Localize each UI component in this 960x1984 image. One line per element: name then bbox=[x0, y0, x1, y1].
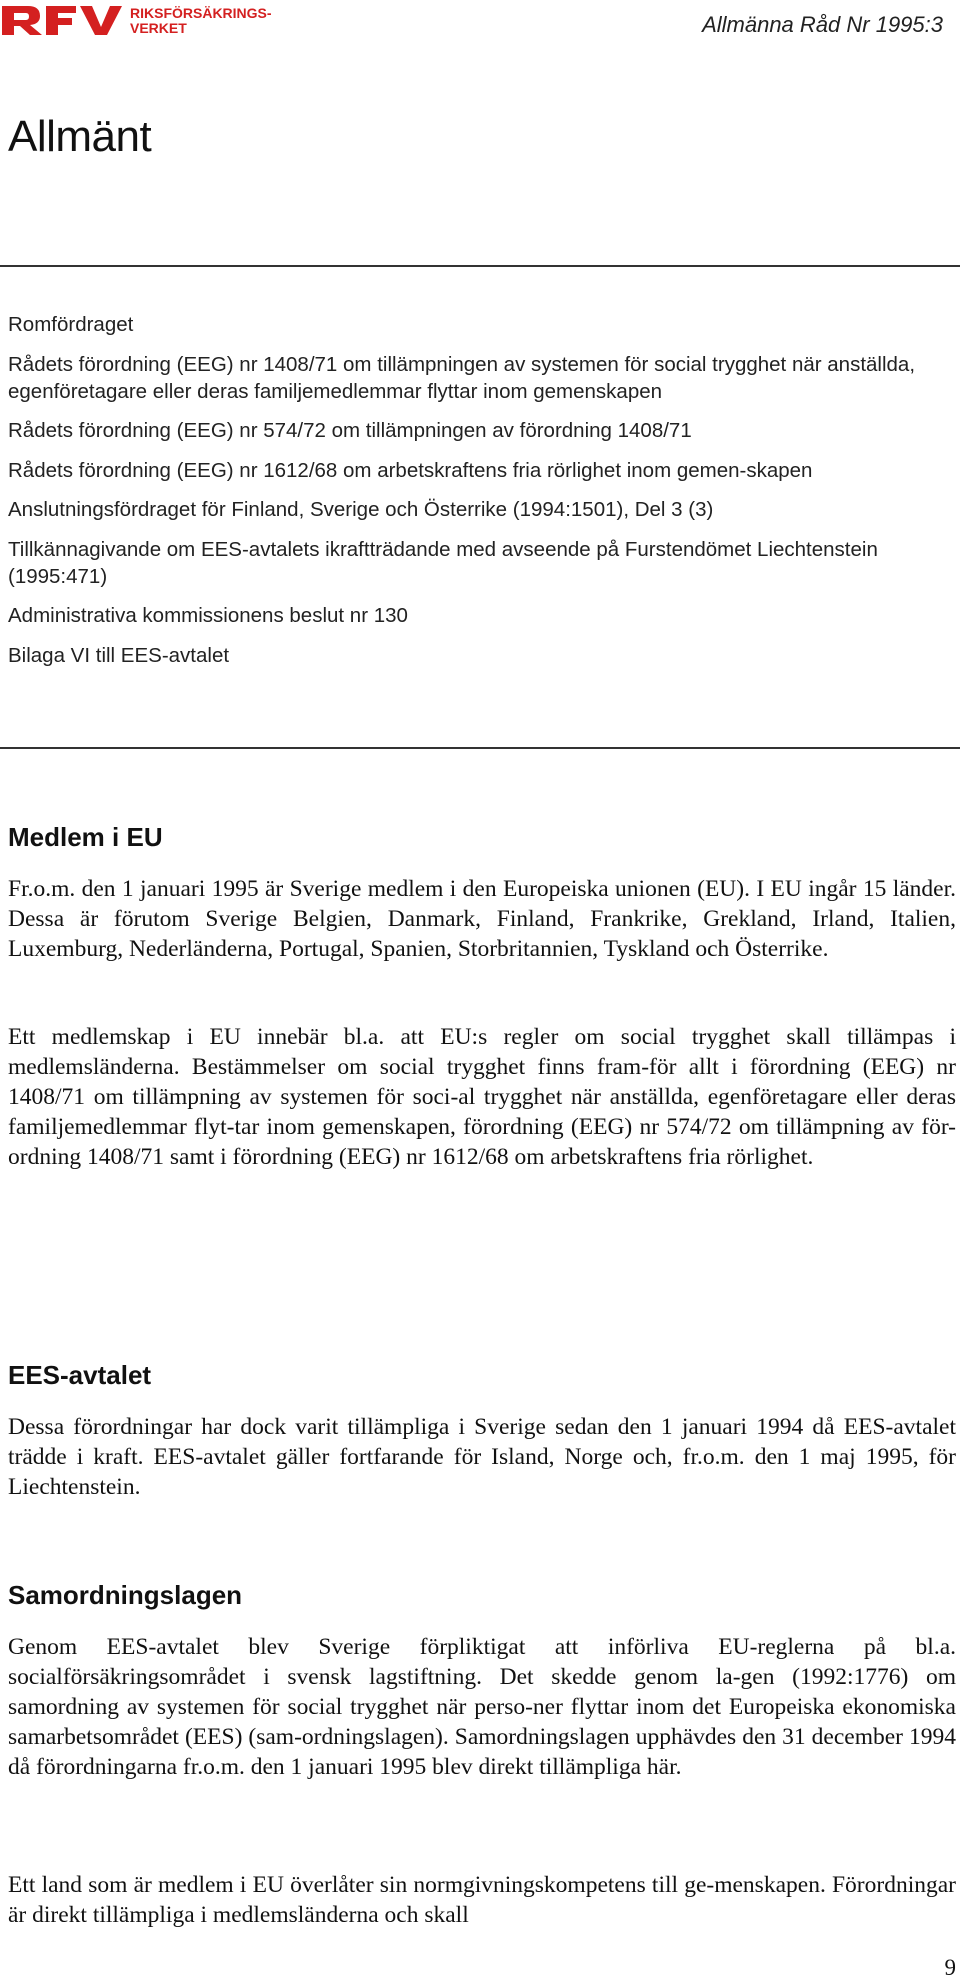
references-box bbox=[0, 265, 960, 749]
paragraph-samordning-2: Ett land som är medlem i EU överlåter sin normgivningskompetens till ge-menskapen. Förordningar är direkt tillämpliga i medlemsländerna och skall bbox=[8, 1872, 956, 1928]
section-heading-ees: EES-avtalet bbox=[8, 1360, 152, 1390]
paragraph-medlem-1: Fr.o.m. den 1 januari 1995 är Sverige medlem i den Europeiska unionen (EU). I EU ingår 15 länder. Dessa är förutom Sverige Belgien, Danmark, Finland, Frankrike, Grekland, Irland, Italien, Luxemburg, Nederländerna, Portugal, Spanien, Storbritannien, Tyskland och Österrike. bbox=[8, 876, 956, 962]
reference-item: Rådets förordning (EEG) nr 1408/71 om tillämpningen av systemen för social trygghet när anställda, egenföretagare eller deras familjemedlemmar flyttar inom gemenskapen bbox=[8, 352, 916, 403]
page-title: Allmänt bbox=[8, 112, 152, 161]
reference-item: Administrativa kommissionens beslut nr 130 bbox=[8, 604, 408, 627]
reference-item: Bilaga VI till EES-avtalet bbox=[8, 643, 230, 667]
reference-item: Rådets förordning (EEG) nr 574/72 om tillämpningen av förordning 1408/71 bbox=[8, 419, 692, 442]
reference-item: Tillkännagivande om EES-avtalets ikraftträdande med avseende på Furstendömet Liechtenstein (1995:471) bbox=[8, 537, 878, 588]
reference-item: Romfördraget bbox=[8, 313, 134, 336]
references-list bbox=[8, 311, 943, 681]
logo-text-line2: VERKET bbox=[130, 20, 187, 36]
logo-text-line1: RIKSFÖRSÄKRINGS- bbox=[130, 5, 272, 21]
page-number: 9 bbox=[944, 1955, 956, 1980]
section-heading-medlem: Medlem i EU bbox=[8, 822, 163, 852]
paragraph-medlem-2: Ett medlemskap i EU innebär bl.a. att EU:s regler om social trygghet skall tillämpas i medlemsländerna. Bestämmelser om social trygghet finns fram-för allt i förordning (EEG) nr 1408/71 om tillämpning av systemen för soci-al trygghet när anställda, egenföretagare eller deras familjemedlemmar flyt-tar inom gemenskapen, förordning (EEG) nr 574/72 om tillämpning av för-ordning 1408/71 samt i förordning (EEG) nr 1612/68 om arbetskraftens fria rörlighet. bbox=[8, 1024, 956, 1170]
section-heading-samordning: Samordningslagen bbox=[8, 1580, 243, 1610]
paragraph-samordning-1: Genom EES-avtalet blev Sverige förpliktigat att införliva EU-reglerna på bl.a. socialförsäkringsområdet i svensk lagstiftning. Det skedde genom la-gen (1992:1776) om samordning av systemen för social trygghet när perso-ner flyttar inom det Europeiska ekonomiska samarbetsområdet (EES) (sam-ordningslagen). Samordningslagen upphävdes den 31 december 1994 då förordningarna fr.o.m. den 1 januari 1995 blev direkt tillämpliga här. bbox=[8, 1634, 956, 1780]
reference-item: Rådets förordning (EEG) nr 1612/68 om arbetskraftens fria rörlighet inom gemen-skapen bbox=[8, 458, 813, 482]
rfv-logo bbox=[0, 2, 280, 38]
document-reference: Allmänna Råd Nr 1995:3 bbox=[702, 12, 943, 37]
rfv-logo-mark bbox=[0, 2, 280, 38]
paragraph-ees-1: Dessa förordningar har dock varit tillämpliga i Sverige sedan den 1 januari 1994 då EES-avtalet trädde i kraft. EES-avtalet gäller fortfarande för Island, Norge och, fr.o.m. den 1 maj 1995, för Liechtenstein. bbox=[8, 1414, 956, 1500]
page-header bbox=[0, 0, 960, 40]
reference-item: Anslutningsfördraget för Finland, Sverige och Österrike (1994:1501), Del 3 (3) bbox=[8, 498, 714, 521]
